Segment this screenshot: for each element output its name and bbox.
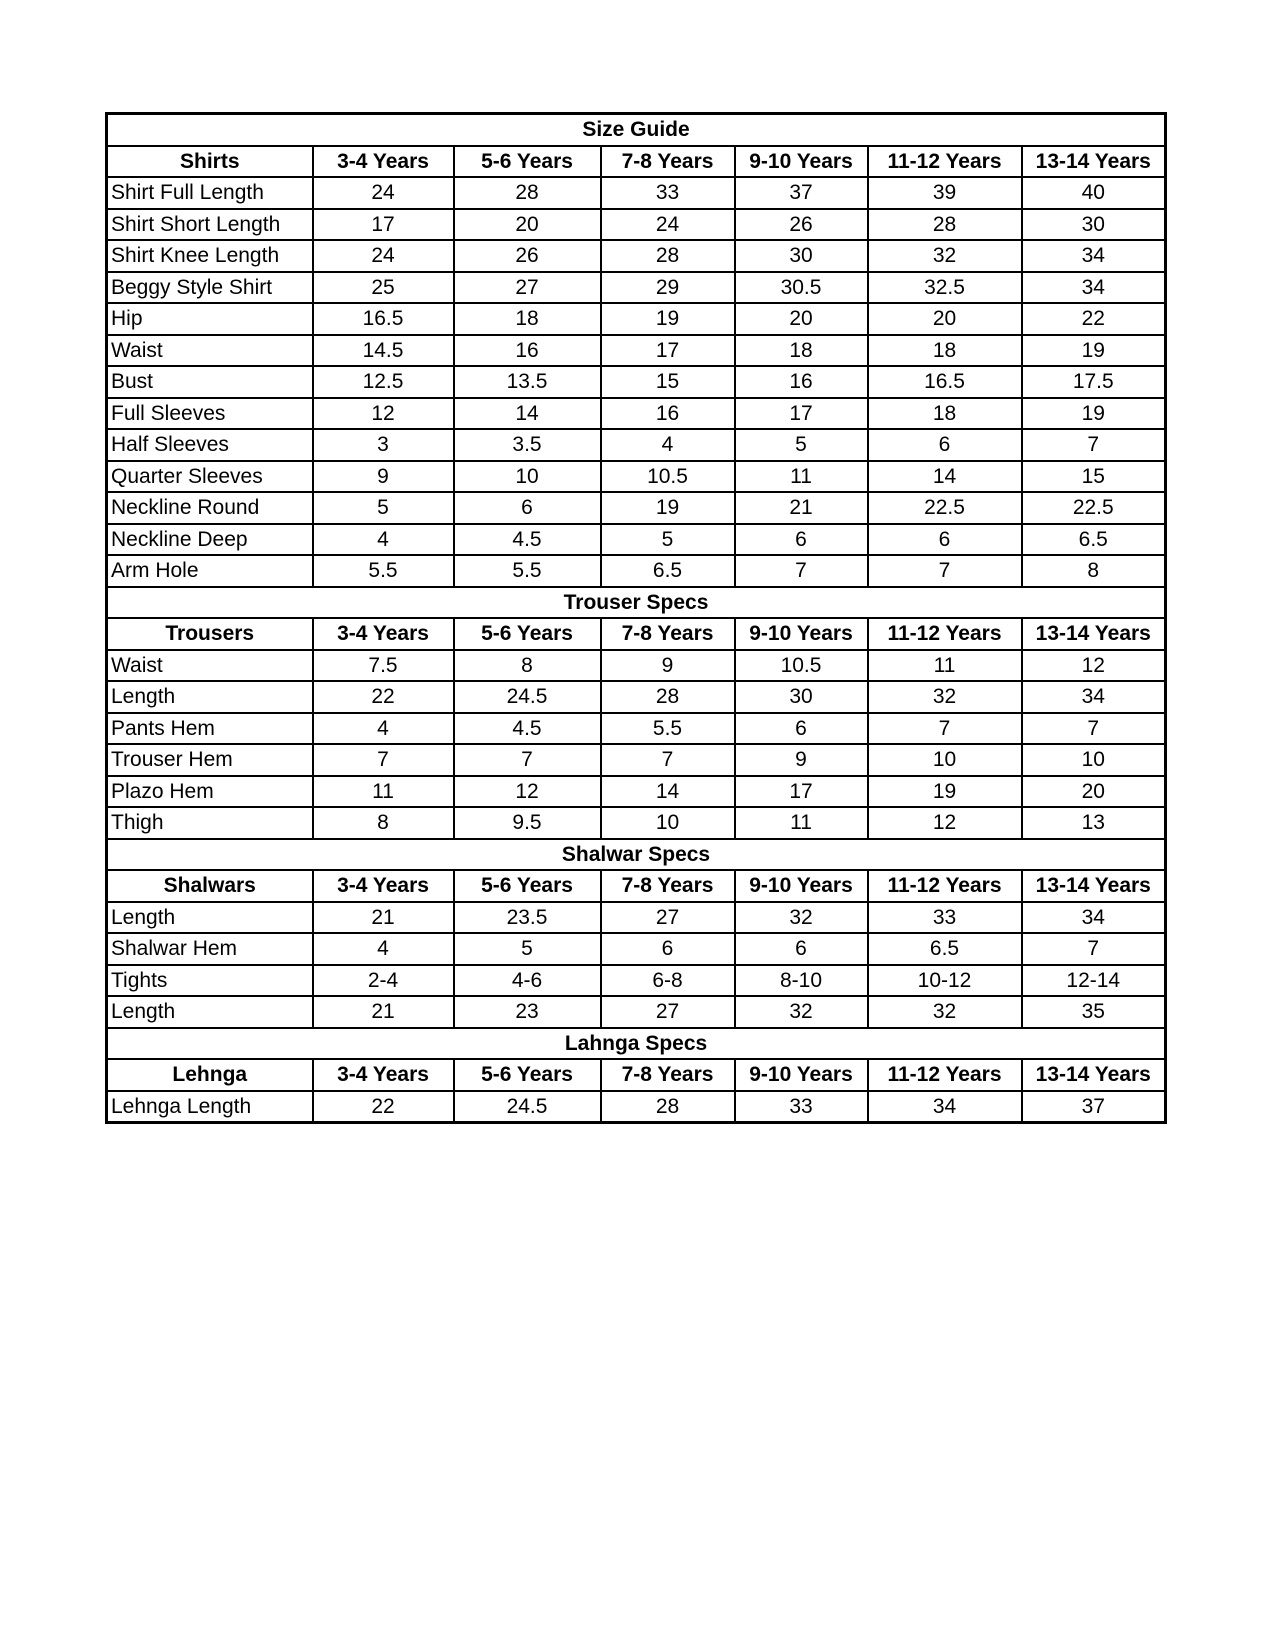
- measurement-value: 34: [1022, 240, 1166, 272]
- table-row: [107, 366, 1166, 398]
- measurement-value: 17: [735, 398, 868, 430]
- age-column-header: 3-4 Years: [313, 618, 454, 650]
- age-column-header: 9-10 Years: [735, 1059, 868, 1091]
- measurement-value: 24: [313, 177, 454, 209]
- table-row: [107, 965, 1166, 997]
- measurement-value: 7: [735, 555, 868, 587]
- age-column-header: 13-14 Years: [1022, 1059, 1166, 1091]
- measurement-value: 10: [868, 744, 1022, 776]
- section-title-row-shalwar-specs: [107, 839, 1166, 871]
- measurement-value: 20: [1022, 776, 1166, 808]
- measurement-value: 39: [868, 177, 1022, 209]
- measurement-value: 4-6: [454, 965, 601, 997]
- column-header-row: [107, 618, 1166, 650]
- measurement-value: 27: [601, 996, 735, 1028]
- measurement-value: 7: [601, 744, 735, 776]
- table-row: [107, 996, 1166, 1028]
- measurement-label: Lehnga Length: [107, 1091, 313, 1123]
- measurement-value: 10-12: [868, 965, 1022, 997]
- section-title: Lahnga Specs: [107, 1028, 1166, 1060]
- measurement-value: 10.5: [735, 650, 868, 682]
- size-guide-table: [105, 112, 1167, 1124]
- age-column-header: 3-4 Years: [313, 146, 454, 178]
- measurement-label: Length: [107, 996, 313, 1028]
- measurement-value: 32: [735, 996, 868, 1028]
- measurement-value: 16.5: [868, 366, 1022, 398]
- table-row: [107, 524, 1166, 556]
- measurement-value: 25: [313, 272, 454, 304]
- measurement-value: 27: [601, 902, 735, 934]
- measurement-label: Waist: [107, 335, 313, 367]
- measurement-value: 17: [601, 335, 735, 367]
- measurement-label: Quarter Sleeves: [107, 461, 313, 493]
- age-column-header: 9-10 Years: [735, 146, 868, 178]
- measurement-label: Neckline Round: [107, 492, 313, 524]
- measurement-value: 29: [601, 272, 735, 304]
- measurement-value: 26: [454, 240, 601, 272]
- column-header-row: [107, 1059, 1166, 1091]
- age-column-header: 11-12 Years: [868, 146, 1022, 178]
- measurement-value: 4: [313, 713, 454, 745]
- measurement-value: 18: [735, 335, 868, 367]
- measurement-label: Full Sleeves: [107, 398, 313, 430]
- measurement-value: 34: [1022, 902, 1166, 934]
- section-title-row-size-guide: [107, 114, 1166, 146]
- table-row: [107, 461, 1166, 493]
- measurement-label: Trouser Hem: [107, 744, 313, 776]
- measurement-value: 24: [601, 209, 735, 241]
- measurement-value: 37: [1022, 1091, 1166, 1123]
- measurement-value: 12: [313, 398, 454, 430]
- measurement-value: 7.5: [313, 650, 454, 682]
- measurement-value: 13: [1022, 807, 1166, 839]
- measurement-value: 17.5: [1022, 366, 1166, 398]
- measurement-label: Neckline Deep: [107, 524, 313, 556]
- measurement-label: Shirt Full Length: [107, 177, 313, 209]
- measurement-label: Thigh: [107, 807, 313, 839]
- section-title: Trouser Specs: [107, 587, 1166, 619]
- measurement-value: 6: [601, 933, 735, 965]
- table-row: [107, 429, 1166, 461]
- measurement-value: 4.5: [454, 524, 601, 556]
- measurement-label: Bust: [107, 366, 313, 398]
- measurement-value: 28: [868, 209, 1022, 241]
- measurement-value: 22.5: [868, 492, 1022, 524]
- measurement-value: 6: [868, 524, 1022, 556]
- category-header: Trousers: [107, 618, 313, 650]
- measurement-value: 40: [1022, 177, 1166, 209]
- measurement-value: 3.5: [454, 429, 601, 461]
- table-row: [107, 744, 1166, 776]
- table-row: [107, 555, 1166, 587]
- measurement-value: 22: [1022, 303, 1166, 335]
- measurement-value: 4: [313, 524, 454, 556]
- age-column-header: 3-4 Years: [313, 1059, 454, 1091]
- measurement-value: 5.5: [601, 713, 735, 745]
- measurement-value: 9.5: [454, 807, 601, 839]
- table-row: [107, 807, 1166, 839]
- measurement-value: 34: [1022, 681, 1166, 713]
- measurement-value: 8: [313, 807, 454, 839]
- measurement-label: Hip: [107, 303, 313, 335]
- measurement-value: 5: [735, 429, 868, 461]
- measurement-value: 33: [735, 1091, 868, 1123]
- measurement-value: 5: [601, 524, 735, 556]
- measurement-value: 23.5: [454, 902, 601, 934]
- section-title: Size Guide: [107, 114, 1166, 146]
- measurement-value: 21: [735, 492, 868, 524]
- measurement-label: Beggy Style Shirt: [107, 272, 313, 304]
- measurement-value: 6.5: [868, 933, 1022, 965]
- measurement-value: 20: [454, 209, 601, 241]
- category-header: Shirts: [107, 146, 313, 178]
- measurement-value: 19: [1022, 335, 1166, 367]
- age-column-header: 9-10 Years: [735, 870, 868, 902]
- measurement-label: Shirt Knee Length: [107, 240, 313, 272]
- measurement-value: 32: [868, 681, 1022, 713]
- table-row: [107, 1091, 1166, 1123]
- measurement-value: 30: [735, 681, 868, 713]
- measurement-value: 32: [735, 902, 868, 934]
- table-row: [107, 303, 1166, 335]
- age-column-header: 7-8 Years: [601, 146, 735, 178]
- measurement-value: 5: [313, 492, 454, 524]
- measurement-value: 24: [313, 240, 454, 272]
- measurement-value: 6.5: [601, 555, 735, 587]
- age-column-header: 13-14 Years: [1022, 870, 1166, 902]
- measurement-value: 34: [868, 1091, 1022, 1123]
- measurement-label: Arm Hole: [107, 555, 313, 587]
- measurement-value: 6: [868, 429, 1022, 461]
- measurement-value: 8: [454, 650, 601, 682]
- table-row: [107, 240, 1166, 272]
- column-header-row: [107, 870, 1166, 902]
- measurement-value: 32: [868, 240, 1022, 272]
- measurement-label: Shirt Short Length: [107, 209, 313, 241]
- measurement-value: 22.5: [1022, 492, 1166, 524]
- measurement-value: 16: [601, 398, 735, 430]
- measurement-label: Length: [107, 902, 313, 934]
- measurement-value: 16: [454, 335, 601, 367]
- measurement-value: 22: [313, 681, 454, 713]
- measurement-value: 15: [601, 366, 735, 398]
- measurement-value: 6: [735, 713, 868, 745]
- measurement-value: 7: [313, 744, 454, 776]
- measurement-value: 26: [735, 209, 868, 241]
- measurement-value: 4: [601, 429, 735, 461]
- table-row: [107, 902, 1166, 934]
- measurement-value: 7: [868, 713, 1022, 745]
- age-column-header: 13-14 Years: [1022, 146, 1166, 178]
- measurement-value: 8: [1022, 555, 1166, 587]
- measurement-label: Pants Hem: [107, 713, 313, 745]
- measurement-value: 28: [601, 681, 735, 713]
- measurement-value: 34: [1022, 272, 1166, 304]
- measurement-value: 19: [601, 492, 735, 524]
- age-column-header: 13-14 Years: [1022, 618, 1166, 650]
- measurement-value: 30: [735, 240, 868, 272]
- measurement-value: 37: [735, 177, 868, 209]
- measurement-value: 6: [454, 492, 601, 524]
- measurement-value: 16: [735, 366, 868, 398]
- measurement-value: 30: [1022, 209, 1166, 241]
- measurement-value: 20: [735, 303, 868, 335]
- measurement-value: 28: [601, 1091, 735, 1123]
- measurement-value: 10: [1022, 744, 1166, 776]
- measurement-value: 19: [601, 303, 735, 335]
- measurement-value: 6: [735, 933, 868, 965]
- measurement-label: Half Sleeves: [107, 429, 313, 461]
- measurement-value: 7: [1022, 429, 1166, 461]
- measurement-value: 30.5: [735, 272, 868, 304]
- measurement-value: 10: [601, 807, 735, 839]
- table-row: [107, 209, 1166, 241]
- measurement-value: 14: [868, 461, 1022, 493]
- measurement-value: 21: [313, 902, 454, 934]
- measurement-value: 33: [868, 902, 1022, 934]
- measurement-value: 16.5: [313, 303, 454, 335]
- column-header-row: [107, 146, 1166, 178]
- measurement-value: 6: [735, 524, 868, 556]
- age-column-header: 3-4 Years: [313, 870, 454, 902]
- measurement-value: 3: [313, 429, 454, 461]
- table-row: [107, 681, 1166, 713]
- measurement-value: 11: [735, 461, 868, 493]
- table-row: [107, 177, 1166, 209]
- measurement-value: 18: [868, 398, 1022, 430]
- measurement-value: 9: [601, 650, 735, 682]
- section-title: Shalwar Specs: [107, 839, 1166, 871]
- age-column-header: 11-12 Years: [868, 618, 1022, 650]
- age-column-header: 5-6 Years: [454, 618, 601, 650]
- measurement-value: 7: [1022, 713, 1166, 745]
- age-column-header: 9-10 Years: [735, 618, 868, 650]
- table-row: [107, 398, 1166, 430]
- measurement-value: 11: [735, 807, 868, 839]
- measurement-label: Tights: [107, 965, 313, 997]
- measurement-value: 23: [454, 996, 601, 1028]
- measurement-value: 18: [454, 303, 601, 335]
- measurement-value: 11: [868, 650, 1022, 682]
- measurement-value: 22: [313, 1091, 454, 1123]
- measurement-value: 7: [1022, 933, 1166, 965]
- measurement-value: 8-10: [735, 965, 868, 997]
- measurement-value: 20: [868, 303, 1022, 335]
- measurement-value: 24.5: [454, 1091, 601, 1123]
- measurement-value: 18: [868, 335, 1022, 367]
- age-column-header: 5-6 Years: [454, 870, 601, 902]
- table-row: [107, 713, 1166, 745]
- age-column-header: 11-12 Years: [868, 1059, 1022, 1091]
- measurement-value: 24.5: [454, 681, 601, 713]
- measurement-label: Plazo Hem: [107, 776, 313, 808]
- measurement-value: 5: [454, 933, 601, 965]
- measurement-value: 4.5: [454, 713, 601, 745]
- size-guide-body: [107, 114, 1166, 1123]
- measurement-value: 14: [601, 776, 735, 808]
- measurement-value: 10.5: [601, 461, 735, 493]
- measurement-value: 33: [601, 177, 735, 209]
- table-row: [107, 492, 1166, 524]
- measurement-value: 10: [454, 461, 601, 493]
- section-title-row-lahnga-specs: [107, 1028, 1166, 1060]
- measurement-value: 6-8: [601, 965, 735, 997]
- measurement-value: 28: [454, 177, 601, 209]
- measurement-value: 19: [868, 776, 1022, 808]
- measurement-label: Shalwar Hem: [107, 933, 313, 965]
- age-column-header: 11-12 Years: [868, 870, 1022, 902]
- measurement-value: 13.5: [454, 366, 601, 398]
- measurement-label: Length: [107, 681, 313, 713]
- measurement-value: 14: [454, 398, 601, 430]
- measurement-value: 12.5: [313, 366, 454, 398]
- section-title-row-trouser-specs: [107, 587, 1166, 619]
- measurement-value: 4: [313, 933, 454, 965]
- table-row: [107, 335, 1166, 367]
- measurement-value: 12-14: [1022, 965, 1166, 997]
- category-header: Lehnga: [107, 1059, 313, 1091]
- measurement-value: 14.5: [313, 335, 454, 367]
- measurement-value: 12: [868, 807, 1022, 839]
- measurement-value: 11: [313, 776, 454, 808]
- measurement-value: 32.5: [868, 272, 1022, 304]
- measurement-value: 7: [454, 744, 601, 776]
- measurement-value: 9: [313, 461, 454, 493]
- measurement-value: 12: [454, 776, 601, 808]
- measurement-value: 5.5: [313, 555, 454, 587]
- age-column-header: 5-6 Years: [454, 146, 601, 178]
- measurement-value: 35: [1022, 996, 1166, 1028]
- age-column-header: 7-8 Years: [601, 1059, 735, 1091]
- age-column-header: 7-8 Years: [601, 618, 735, 650]
- measurement-value: 27: [454, 272, 601, 304]
- measurement-value: 12: [1022, 650, 1166, 682]
- age-column-header: 5-6 Years: [454, 1059, 601, 1091]
- age-column-header: 7-8 Years: [601, 870, 735, 902]
- table-row: [107, 650, 1166, 682]
- measurement-value: 15: [1022, 461, 1166, 493]
- measurement-value: 9: [735, 744, 868, 776]
- measurement-value: 5.5: [454, 555, 601, 587]
- measurement-value: 17: [313, 209, 454, 241]
- measurement-value: 2-4: [313, 965, 454, 997]
- measurement-value: 21: [313, 996, 454, 1028]
- measurement-value: 17: [735, 776, 868, 808]
- category-header: Shalwars: [107, 870, 313, 902]
- measurement-label: Waist: [107, 650, 313, 682]
- measurement-value: 7: [868, 555, 1022, 587]
- table-row: [107, 933, 1166, 965]
- measurement-value: 32: [868, 996, 1022, 1028]
- table-row: [107, 272, 1166, 304]
- measurement-value: 19: [1022, 398, 1166, 430]
- measurement-value: 6.5: [1022, 524, 1166, 556]
- table-row: [107, 776, 1166, 808]
- measurement-value: 28: [601, 240, 735, 272]
